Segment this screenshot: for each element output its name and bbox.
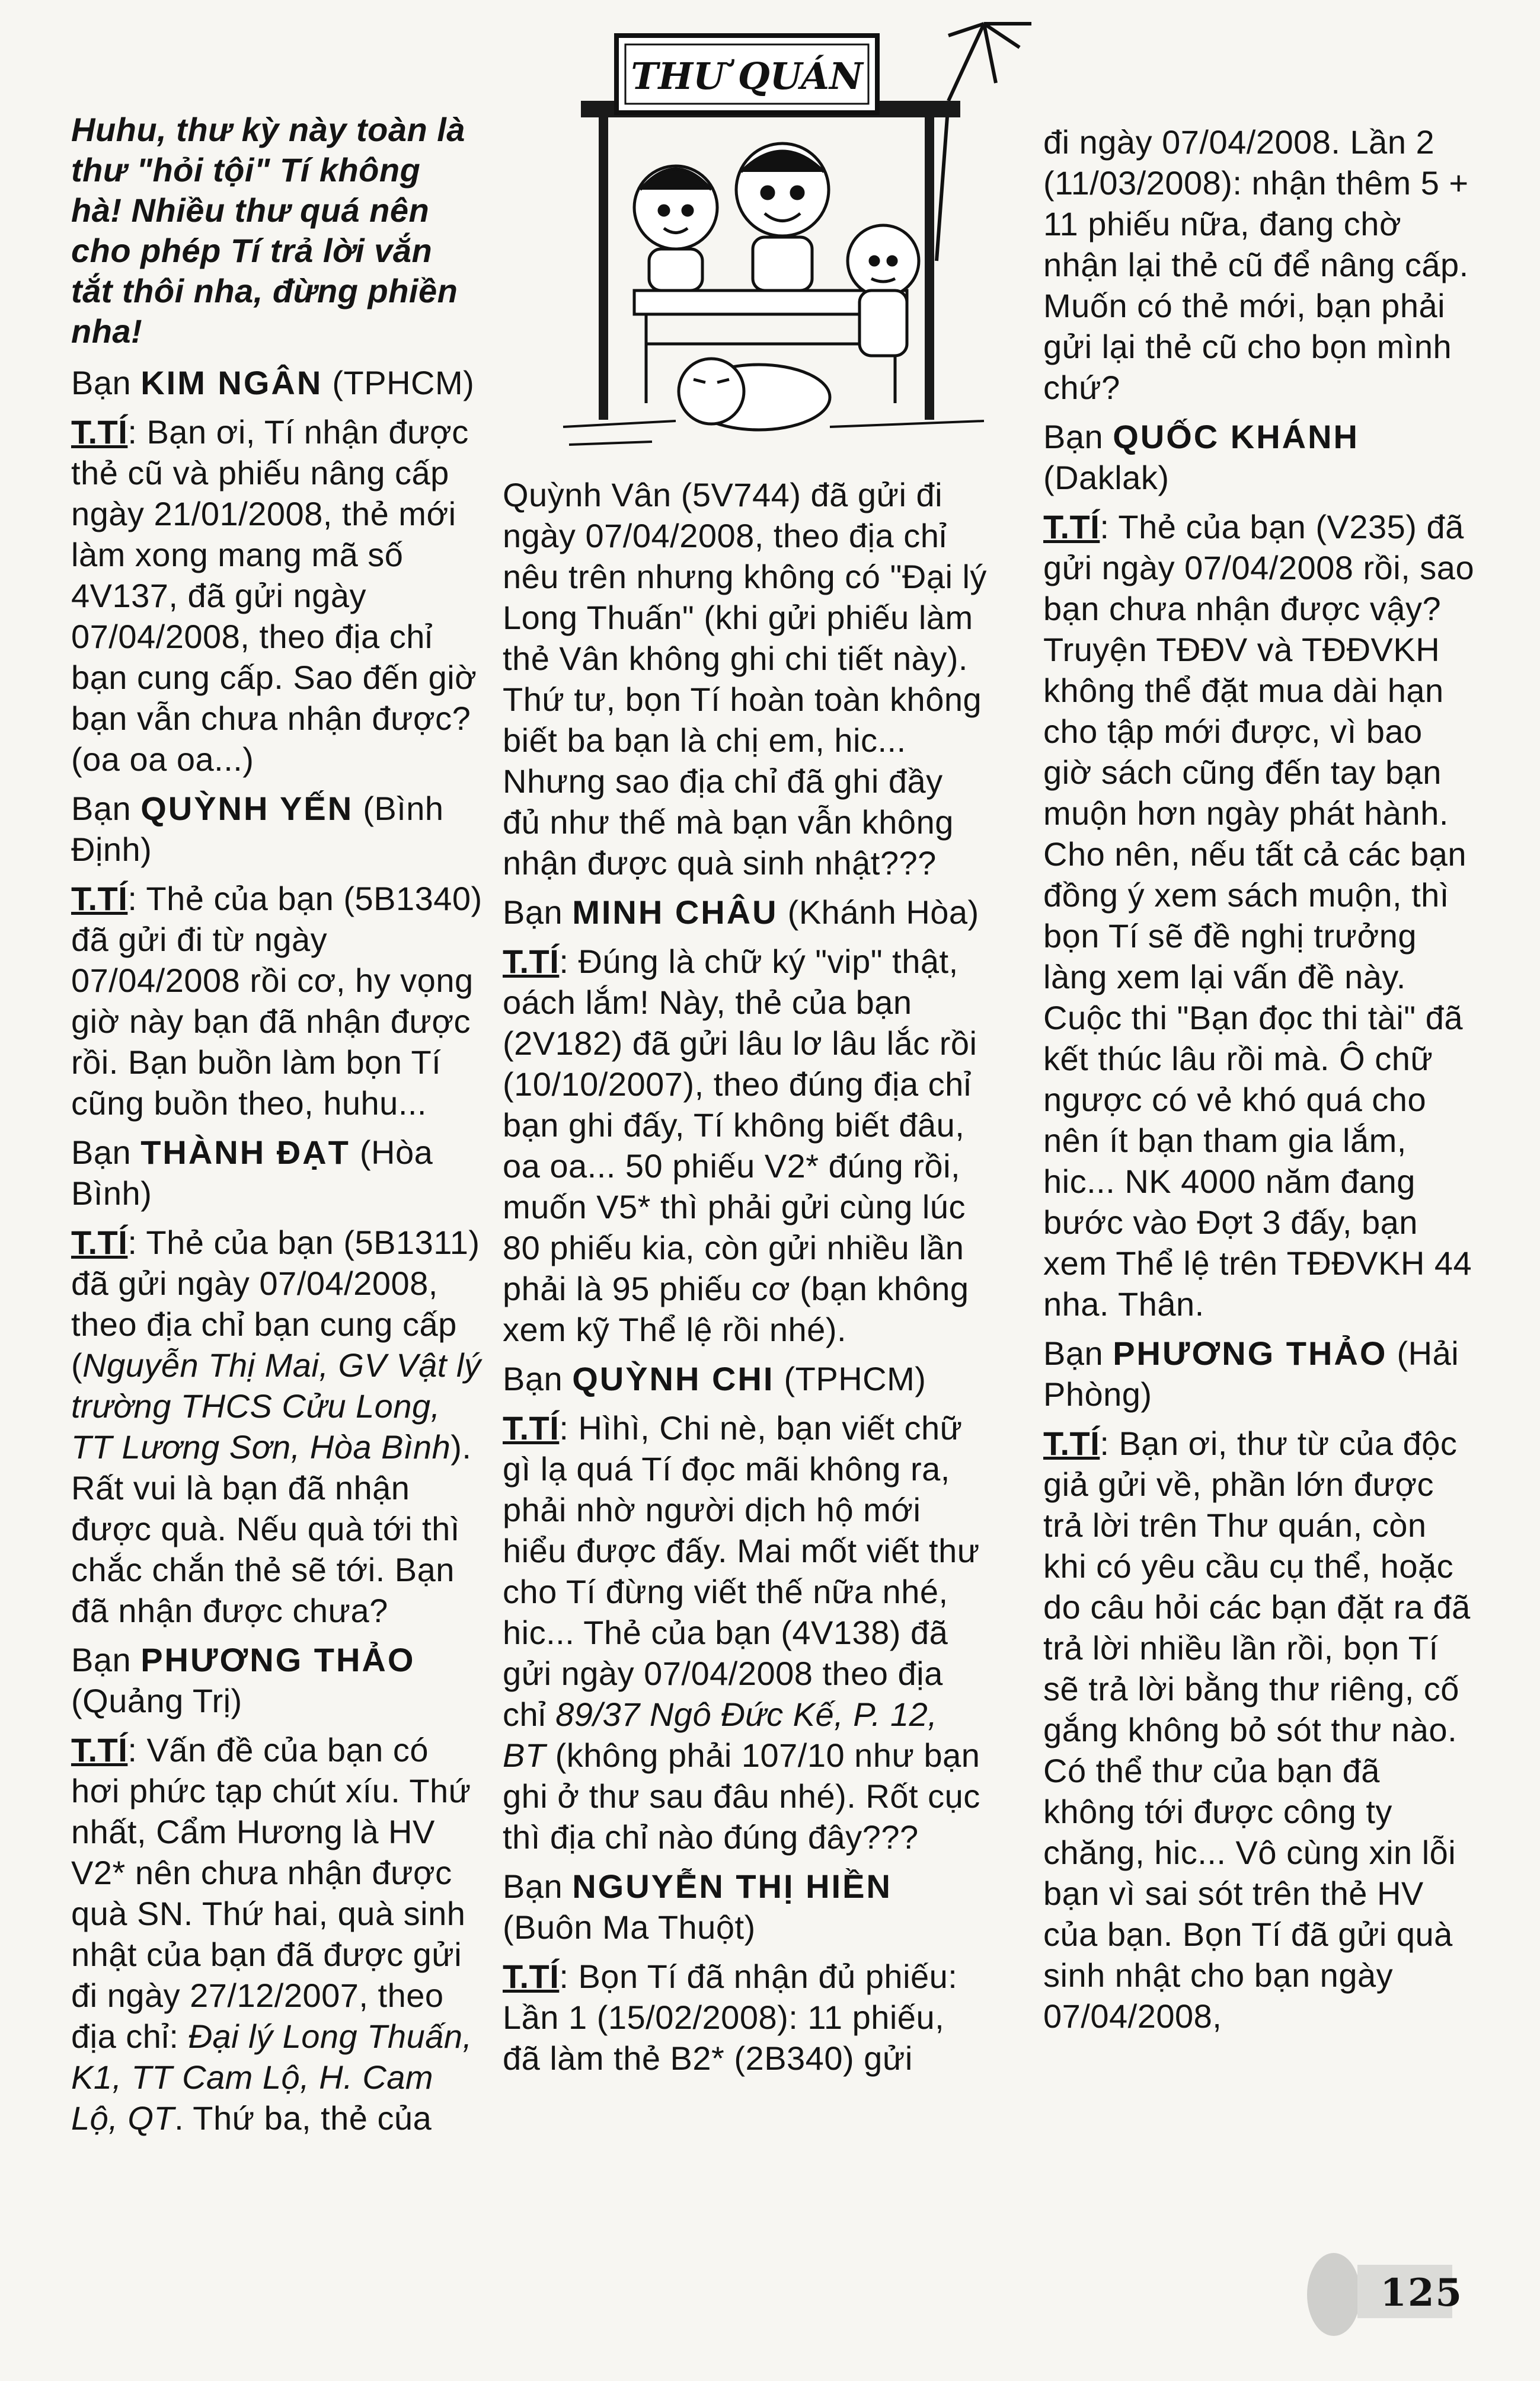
column-2 xyxy=(503,474,989,2087)
reader-name: MINH CHÂU xyxy=(572,893,778,931)
letter-reply: T.TÍ: Thẻ của bạn (5B1311) đã gửi ngày 07/04/2008, theo địa chỉ bạn cung cấp (Nguyễn Thị Mai, GV Vật lý trường THCS Cửu Long, TT Lương Sơn, Hòa Bình). Rất vui là bạn đã nhận được quà. Nếu quà tới thì chắc chắn thẻ sẽ tới. Bạn đã nhận được chưa? xyxy=(71,1224,481,1629)
letter-header: Bạn PHƯƠNG THẢO (Hải Phòng) xyxy=(1043,1335,1459,1413)
letter-reply: T.TÍ: Thẻ của bạn (5B1340) đã gửi đi từ ngày 07/04/2008 rồi cơ, hy vọng giờ này bạn đã nhận được rồi. Bạn buồn làm bọn Tí cũng buồn theo, huhu... xyxy=(71,880,483,1122)
reader-name: NGUYỄN THỊ HIỀN xyxy=(572,1868,892,1905)
letter-reply: T.TÍ: Bọn Tí đã nhận đủ phiếu: Lần 1 (15/02/2008): 11 phiếu, đã làm thẻ B2* (2B340) gửi xyxy=(503,1958,958,2077)
letter-reply: T.TÍ: Thẻ của bạn (V235) đã gửi ngày 07/04/2008 rồi, sao bạn chưa nhận được vậy? Truyện TĐĐV và TĐĐVKH không thể đặt mua dài hạn cho tập mới được, vì bao giờ sách cũng đến tay bạn muộn hơn ngày phát hành. Cho nên, nếu tất cả các bạn đồng ý xem sách muộn, thì bọn Tí sẽ đề nghị trưởng làng xem lại vấn đề này. Cuộc thi "Bạn đọc thi tài" đã kết thúc lâu rồi mà. Ô chữ ngược có vẻ khó quá cho nên ít bạn tham gia lắm, hic... NK 4000 năm đang bước vào Đợt 3 đấy, bạn xem Thể lệ trên TĐĐVKH 44 nha. Thân. xyxy=(1043,508,1475,1323)
reader-name: PHƯƠNG THẢO xyxy=(140,1641,416,1678)
page-number: 125 xyxy=(1380,2271,1463,2315)
letter-reply: T.TÍ: Đúng là chữ ký "vip" thật, oách lắm! Này, thẻ của bạn (2V182) đã gửi lâu lơ lâu lắc rồi (10/10/2007), theo đúng địa chỉ bạn ghi đấy, Tí không biết đâu, oa oa... 50 phiếu V2* đúng rồi, muốn V5* thì phải gửi cùng lúc 80 phiếu kia, còn gửi nhiều lần phải là 95 phiếu cơ (bạn không xem kỹ Thể lệ rồi nhé). xyxy=(503,943,977,1348)
reply-tag: T.TÍ xyxy=(71,1731,128,1769)
letter-header: Bạn NGUYỄN THỊ HIỀN (Buôn Ma Thuột) xyxy=(503,1868,892,1946)
column-3 xyxy=(1043,122,1476,2045)
letter-header: Bạn QUỐC KHÁNH (Daklak) xyxy=(1043,418,1359,496)
letter-header: Bạn KIM NGÂN (TPHCM) xyxy=(71,364,475,401)
reader-name: QUỲNH YẾN xyxy=(140,790,354,827)
letter-header: Bạn QUỲNH CHI (TPHCM) xyxy=(503,1360,926,1397)
letter-reply-continued: Quỳnh Vân (5V744) đã gửi đi ngày 07/04/2008, theo địa chỉ nêu trên nhưng không có "Đại lý Long Thuấn" (khi gửi phiếu làm thẻ Vân không ghi chi tiết này). Thứ tư, bọn Tí hoàn toàn không biết ba bạn là chị em, hic... Nhưng sao địa chỉ đã ghi đầy đủ như thế mà bạn vẫn không nhận được quà sinh nhật??? xyxy=(503,476,987,882)
sign-text: THƯ QUÁN xyxy=(631,55,863,98)
sign-board xyxy=(616,36,877,113)
reader-name: QUỐC KHÁNH xyxy=(1113,418,1359,455)
letter-reply: T.TÍ: Hìhì, Chi nè, bạn viết chữ gì lạ quá Tí đọc mãi không ra, phải nhờ người dịch hộ mới hiểu được đấy. Mai mốt viết thư cho Tí đừng viết thế nữa nhé, hic... Thẻ của bạn (4V138) đã gửi ngày 07/04/2008 theo địa chỉ 89/37 Ngô Đức Kế, P. 12, BT (không phải 107/10 như bạn ghi ở thư sau đâu nhé). Rốt cục thì địa chỉ nào đúng đây??? xyxy=(503,1409,980,1856)
left-post xyxy=(599,117,608,420)
letter-reply: T.TÍ: Bạn ơi, Tí nhận được thẻ cũ và phiếu nâng cấp ngày 21/01/2008, thẻ mới làm xong mang mã số 4V137, đã gửi ngày 07/04/2008, theo địa chỉ bạn cung cấp. Sao đến giờ bạn vẫn chưa nhận được? (oa oa oa...) xyxy=(71,413,477,778)
letter-header: Bạn MINH CHÂU (Khánh Hòa) xyxy=(503,893,979,931)
intro-paragraph: Huhu, thư kỳ này toàn là thư "hỏi tội" Tí không hà! Nhiều thư quá nên cho phép Tí trả lời vắn tắt thôi nha, đừng phiền nha! xyxy=(71,111,465,350)
reply-tag: T.TÍ xyxy=(1043,508,1100,545)
reader-name: KIM NGÂN xyxy=(140,364,323,401)
reply-tag: T.TÍ xyxy=(503,1409,560,1447)
reply-tag: T.TÍ xyxy=(1043,1425,1100,1462)
right-post xyxy=(925,117,934,420)
letter-header: Bạn THÀNH ĐẠT (Hòa Bình) xyxy=(71,1134,433,1212)
reply-tag: T.TÍ xyxy=(71,413,128,451)
reply-tag: T.TÍ xyxy=(503,943,560,980)
characters xyxy=(634,143,919,430)
reply-tag: T.TÍ xyxy=(503,1958,560,1995)
reply-tag: T.TÍ xyxy=(71,1224,128,1261)
letter-header: Bạn PHƯƠNG THẢO (Quảng Trị) xyxy=(71,1641,416,1719)
reply-tag: T.TÍ xyxy=(71,880,128,917)
letter-header: Bạn QUỲNH YẾN (Bình Định) xyxy=(71,790,444,868)
letter-reply: T.TÍ: Bạn ơi, thư từ của độc giả gửi về, phần lớn được trả lời trên Thư quán, còn khi có yêu cầu cụ thể, hoặc do câu hỏi các bạn đặt ra đã trả lời nhiều lần rồi, bọn Tí sẽ trả lời bằng thư riêng, cố gắng không bỏ sót thư nào. Có thể thư của bạn đã không tới được công ty chăng, hic... Vô cùng xin lỗi bạn vì sai sót trên thẻ HV của bạn. Bọn Tí đã gửi quà sinh nhật cho bạn ngày 07/04/2008, xyxy=(1043,1425,1471,2035)
illustration-shop-booth xyxy=(498,12,1049,468)
reader-name: QUỲNH CHI xyxy=(572,1360,775,1397)
column-1 xyxy=(71,110,486,2147)
palm-tree-icon xyxy=(937,24,1031,261)
reader-name: PHƯƠNG THẢO xyxy=(1113,1335,1388,1372)
letter-reply: T.TÍ: Vấn đề của bạn có hơi phức tạp chút xíu. Thứ nhất, Cẩm Hương là HV V2* nên chưa nhận được quà SN. Thứ hai, quà sinh nhật của bạn đã được gửi đi ngày 27/12/2007, theo địa chỉ: Đại lý Long Thuấn, K1, TT Cam Lộ, H. Cam Lộ, QT. Thứ ba, thẻ của xyxy=(71,1731,472,2137)
reader-name: THÀNH ĐẠT xyxy=(140,1134,350,1171)
letter-reply-continued: đi ngày 07/04/2008. Lần 2 (11/03/2008): nhận thêm 5 + 11 phiếu nữa, đang chờ nhận lại thẻ cũ để nâng cấp. Muốn có thẻ mới, bạn phải gửi lại thẻ cũ cho bọn mình chứ? xyxy=(1043,123,1469,406)
